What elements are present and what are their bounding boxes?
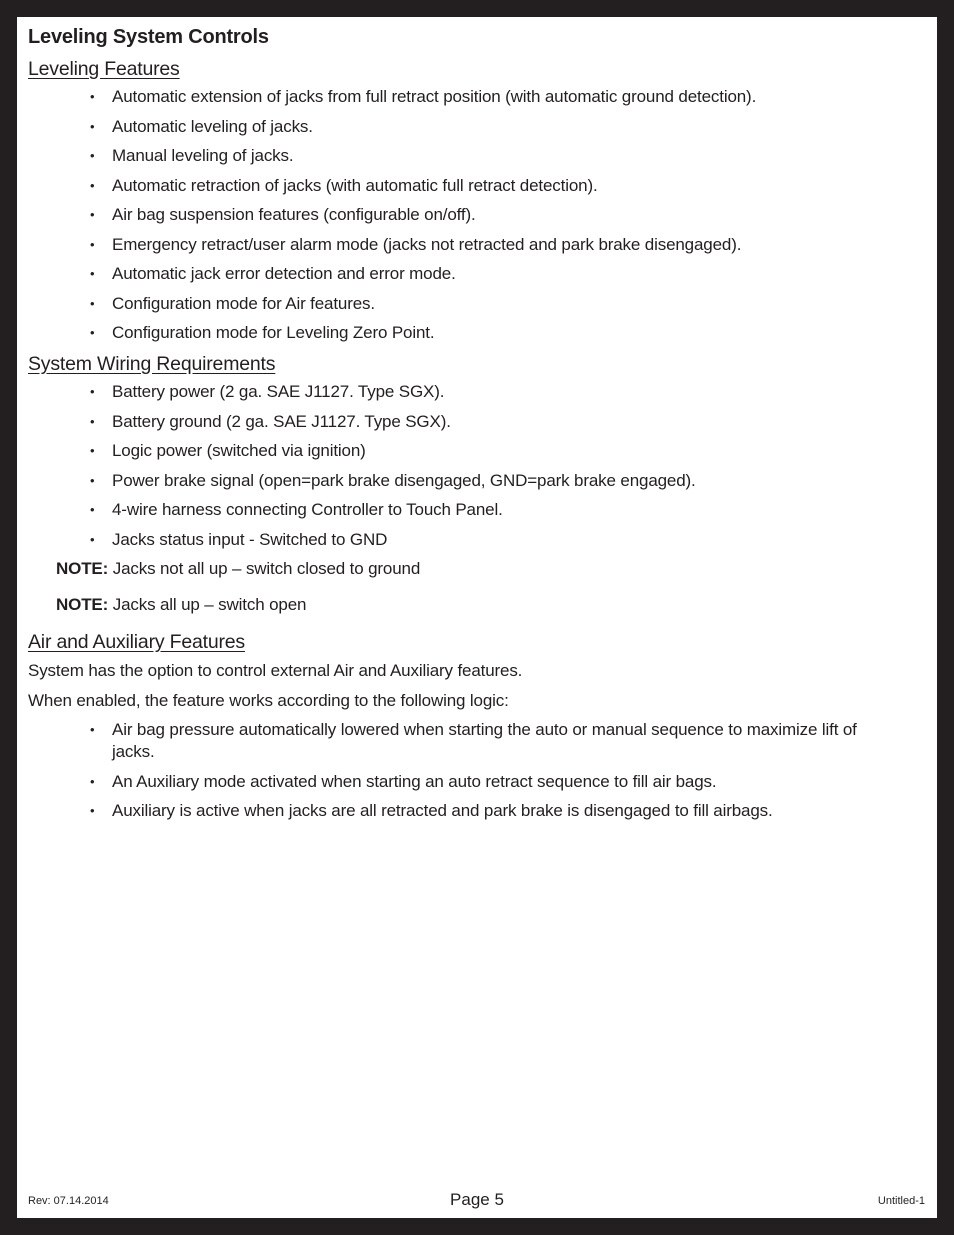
leveling-features-list	[28, 86, 908, 344]
bullet-icon: •	[90, 118, 95, 134]
bullet-icon: •	[90, 148, 95, 163]
section-heading-leveling-features: Leveling Features	[28, 58, 180, 80]
bullet-icon: •	[90, 531, 95, 547]
bullet-icon: •	[90, 177, 95, 193]
list-item: • Logic power (switched via ignition)	[90, 441, 366, 460]
bullet-icon: •	[90, 722, 95, 737]
note-jacks-not-up: NOTE: Jacks not all up – switch closed to ground	[56, 559, 421, 578]
list-item: • An Auxiliary mode activated when starting an auto retract sequence to fill air bags.	[90, 771, 717, 791]
list-item: • Manual leveling of jacks.	[90, 146, 294, 165]
bullet-icon: •	[90, 384, 95, 399]
footer-filename: Untitled-1	[877, 1195, 925, 1207]
bullet-icon: •	[90, 89, 95, 104]
note-label: NOTE:	[56, 559, 109, 578]
list-item: • Auxiliary is active when jacks are all retracted and park brake is disengaged to fill airbags.	[90, 801, 773, 820]
bullet-icon: •	[90, 472, 95, 488]
paragraph: System has the option to control external Air and Auxiliary features.	[28, 661, 523, 680]
list-item: • Automatic jack error detection and error mode.	[90, 264, 456, 283]
bullet-icon: •	[90, 207, 95, 222]
list-item: • Automatic leveling of jacks.	[90, 116, 313, 136]
bullet-icon: •	[90, 325, 95, 340]
note-label: NOTE:	[56, 595, 109, 614]
page-title: Leveling System Controls	[28, 26, 269, 48]
list-item: • Jacks status input - Switched to GND	[90, 529, 388, 549]
bullet-icon: •	[90, 236, 95, 252]
bullet-icon: •	[90, 295, 95, 311]
footer-page-number: Page 5	[450, 1190, 504, 1209]
bullet-icon: •	[90, 502, 95, 517]
note-jacks-up: NOTE: Jacks all up – switch open	[56, 595, 307, 614]
bullet-icon: •	[90, 443, 95, 458]
list-item: • Emergency retract/user alarm mode (jacks not retracted and park brake disengaged).	[90, 234, 742, 254]
list-item: • Power brake signal (open=park brake disengaged, GND=park brake engaged).	[90, 470, 696, 490]
wiring-requirements-list	[28, 381, 908, 551]
list-item: • Air bag pressure automatically lowered when starting the auto or manual sequence to maximize lift of jacks.	[90, 720, 857, 761]
section-heading-wiring: System Wiring Requirements	[28, 353, 276, 375]
bullet-icon: •	[90, 266, 95, 281]
page-content	[28, 25, 908, 830]
bullet-icon: •	[90, 413, 95, 429]
list-item: • Battery power (2 ga. SAE J1127. Type SGX).	[90, 382, 445, 401]
footer-revision: Rev: 07.14.2014	[28, 1195, 109, 1207]
list-item: • Air bag suspension features (configurable on/off).	[90, 205, 476, 224]
list-item: • 4-wire harness connecting Controller to Touch Panel.	[90, 500, 503, 519]
air-aux-list	[28, 719, 908, 822]
bullet-icon: •	[90, 803, 95, 818]
bullet-icon: •	[90, 773, 95, 789]
list-item: • Battery ground (2 ga. SAE J1127. Type SGX).	[90, 411, 451, 431]
section-heading-air-aux: Air and Auxiliary Features	[28, 631, 245, 653]
list-item: • Configuration mode for Air features.	[90, 293, 375, 313]
list-item: • Configuration mode for Leveling Zero Point.	[90, 323, 435, 342]
list-item: • Automatic extension of jacks from full retract position (with automatic ground detection).	[90, 87, 757, 106]
document-page	[17, 17, 937, 1218]
list-item: • Automatic retraction of jacks (with automatic full retract detection).	[90, 175, 598, 195]
paragraph: When enabled, the feature works according to the following logic:	[28, 690, 509, 710]
